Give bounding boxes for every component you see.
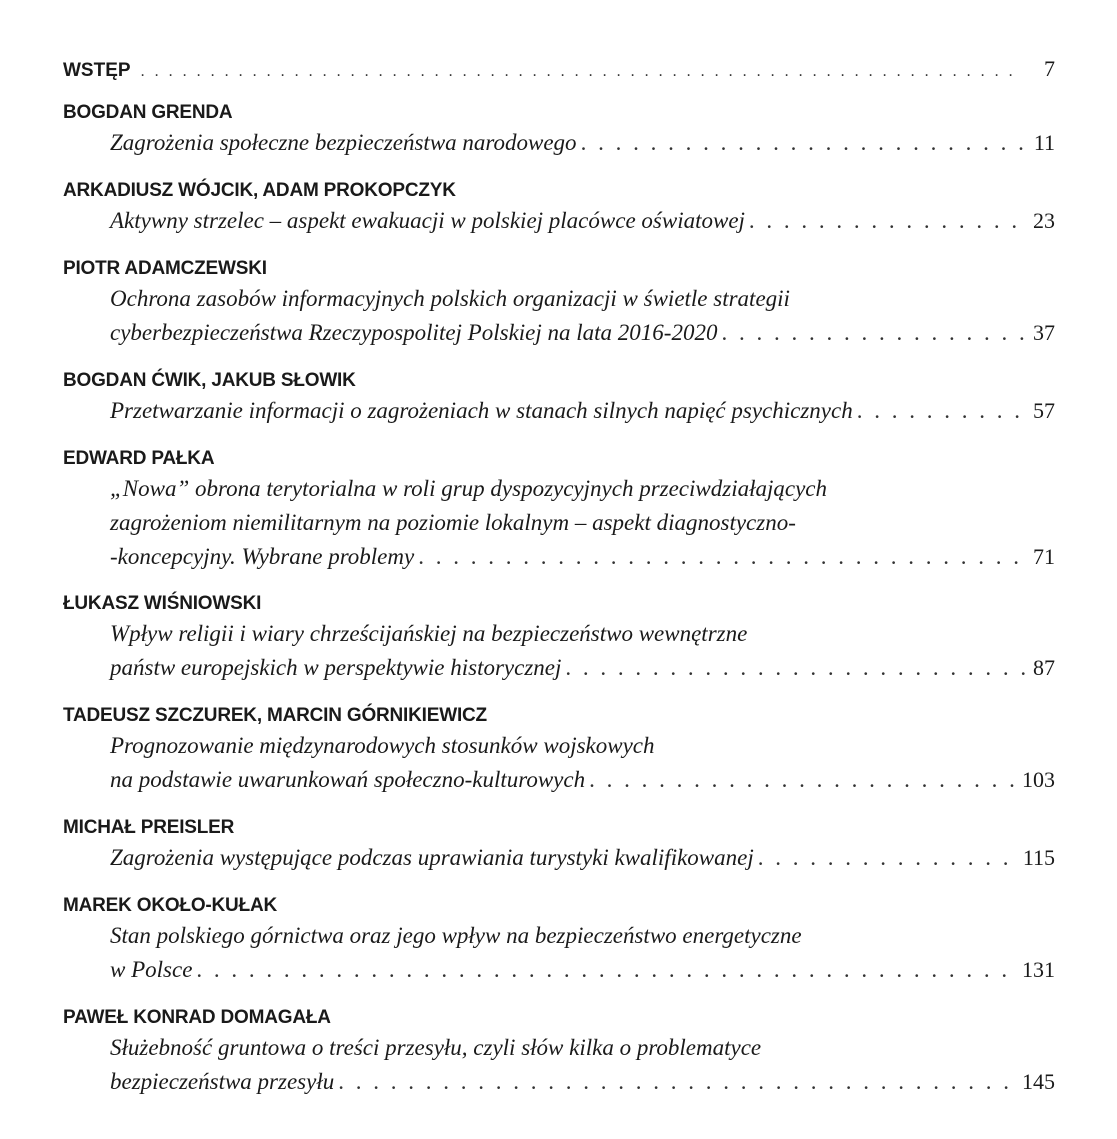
entry-title-text: w Polsce: [110, 957, 193, 982]
entry-author: PAWEŁ KONRAD DOMAGAŁA: [63, 1007, 331, 1028]
entry-title-text: państw europejskich w perspektywie historycznej: [110, 655, 562, 680]
entry-page-number: 145: [1022, 1069, 1055, 1094]
entry-title-text: „Nowa” obrona terytorialna w roli grup dyspozycyjnych przeciwdziałających: [110, 476, 827, 501]
entry-title-text: Stan polskiego górnictwa oraz jego wpływ na bezpieczeństwo energetyczne: [110, 923, 802, 948]
entry-title-line: [110, 655, 1055, 681]
dot-leader: [338, 1069, 1016, 1095]
entry-title-line: [110, 923, 1055, 949]
entry-page-number: 57: [1033, 398, 1055, 423]
dot-leader: [141, 63, 1014, 81]
entry-title-line: [110, 286, 1055, 312]
entry-author: BOGDAN ĆWIK, JAKUB SŁOWIK: [63, 370, 356, 391]
entry-author: TADEUSZ SZCZUREK, MARCIN GÓRNIKIEWICZ: [63, 705, 487, 726]
entry-author: ARKADIUSZ WÓJCIK, ADAM PROKOPCZYK: [63, 180, 456, 201]
entry-title-text: Służebność gruntowa o treści przesyłu, czyli słów kilka o problematyce: [110, 1035, 762, 1060]
entry-author: ŁUKASZ WIŚNIOWSKI: [63, 593, 262, 614]
entry-page-number: 103: [1022, 767, 1055, 792]
entry-title-line: [110, 208, 1055, 234]
entry-author: BOGDAN GRENDA: [63, 102, 233, 123]
entry-title-text: cyberbezpieczeństwa Rzeczypospolitej Polskiej na lata 2016-2020: [110, 320, 718, 345]
entry-title-text: Prognozowanie międzynarodowych stosunków wojskowych: [110, 733, 655, 758]
entry-title-text: Wpływ religii i wiary chrześcijańskiej na bezpieczeństwo wewnętrzne: [110, 621, 748, 646]
entry-title-line: [110, 1069, 1055, 1095]
entry-title-line: [110, 398, 1055, 424]
entry-title-line: [110, 845, 1055, 871]
entry-title-text: Ochrona zasobów informacyjnych polskich organizacji w świetle strategii: [110, 286, 790, 311]
entry-title-line: [110, 544, 1055, 570]
entry-author: PIOTR ADAMCZEWSKI: [63, 258, 267, 279]
entry-title-text: na podstawie uwarunkowań społeczno-kulturowych: [110, 767, 586, 792]
dot-leader: [196, 957, 1016, 983]
dot-leader: [418, 544, 1027, 570]
entry-author: MAREK OKOŁO-KUŁAK: [63, 895, 278, 916]
entry-title-line: [110, 510, 1055, 536]
toc-intro-entry: [63, 56, 1055, 82]
entry-title-line: [110, 320, 1055, 346]
entry-page-number: 71: [1033, 544, 1055, 569]
dot-leader: [581, 130, 1028, 156]
intro-label: WSTĘP: [63, 60, 131, 81]
entry-page-number: 23: [1033, 208, 1055, 233]
entry-title-line: [110, 621, 1055, 647]
entry-title-text: Przetwarzanie informacji o zagrożeniach w stanach silnych napięć psychicznych: [110, 398, 853, 423]
entry-title-text: Aktywny strzelec – aspekt ewakuacji w polskiej placówce oświatowej: [110, 208, 745, 233]
dot-leader: [758, 845, 1017, 871]
entry-author: MICHAŁ PREISLER: [63, 817, 235, 838]
entry-title-text: zagrożeniom niemilitarnym na poziomie lokalnym – aspekt diagnostyczno-: [110, 510, 796, 535]
entry-author: EDWARD PAŁKA: [63, 448, 215, 469]
entry-title-line: [110, 130, 1055, 156]
entry-page-number: 11: [1033, 130, 1055, 155]
dot-leader: [589, 767, 1016, 793]
entry-title-text: Zagrożenia społeczne bezpieczeństwa narodowego: [110, 130, 577, 155]
entry-title-text: -koncepcyjny. Wybrane problemy: [110, 544, 415, 569]
dot-leader: [749, 208, 1027, 234]
entry-title-line: [110, 767, 1055, 793]
dot-leader: [857, 398, 1027, 424]
entry-title-line: [110, 957, 1055, 983]
entry-page-number: 115: [1022, 845, 1055, 870]
entry-title-text: Zagrożenia występujące podczas uprawiania turystyki kwalifikowanej: [110, 845, 754, 870]
intro-page-number: 7: [1044, 56, 1055, 81]
entry-title-line: [110, 733, 1055, 759]
entry-title-line: [110, 1035, 1055, 1061]
entry-page-number: 87: [1033, 655, 1055, 680]
entry-title-text: bezpieczeństwa przesyłu: [110, 1069, 335, 1094]
entry-title-line: [110, 476, 1055, 502]
dot-leader: [565, 655, 1027, 681]
dot-leader: [721, 320, 1027, 346]
entry-page-number: 37: [1033, 320, 1055, 345]
entry-page-number: 131: [1022, 957, 1055, 982]
